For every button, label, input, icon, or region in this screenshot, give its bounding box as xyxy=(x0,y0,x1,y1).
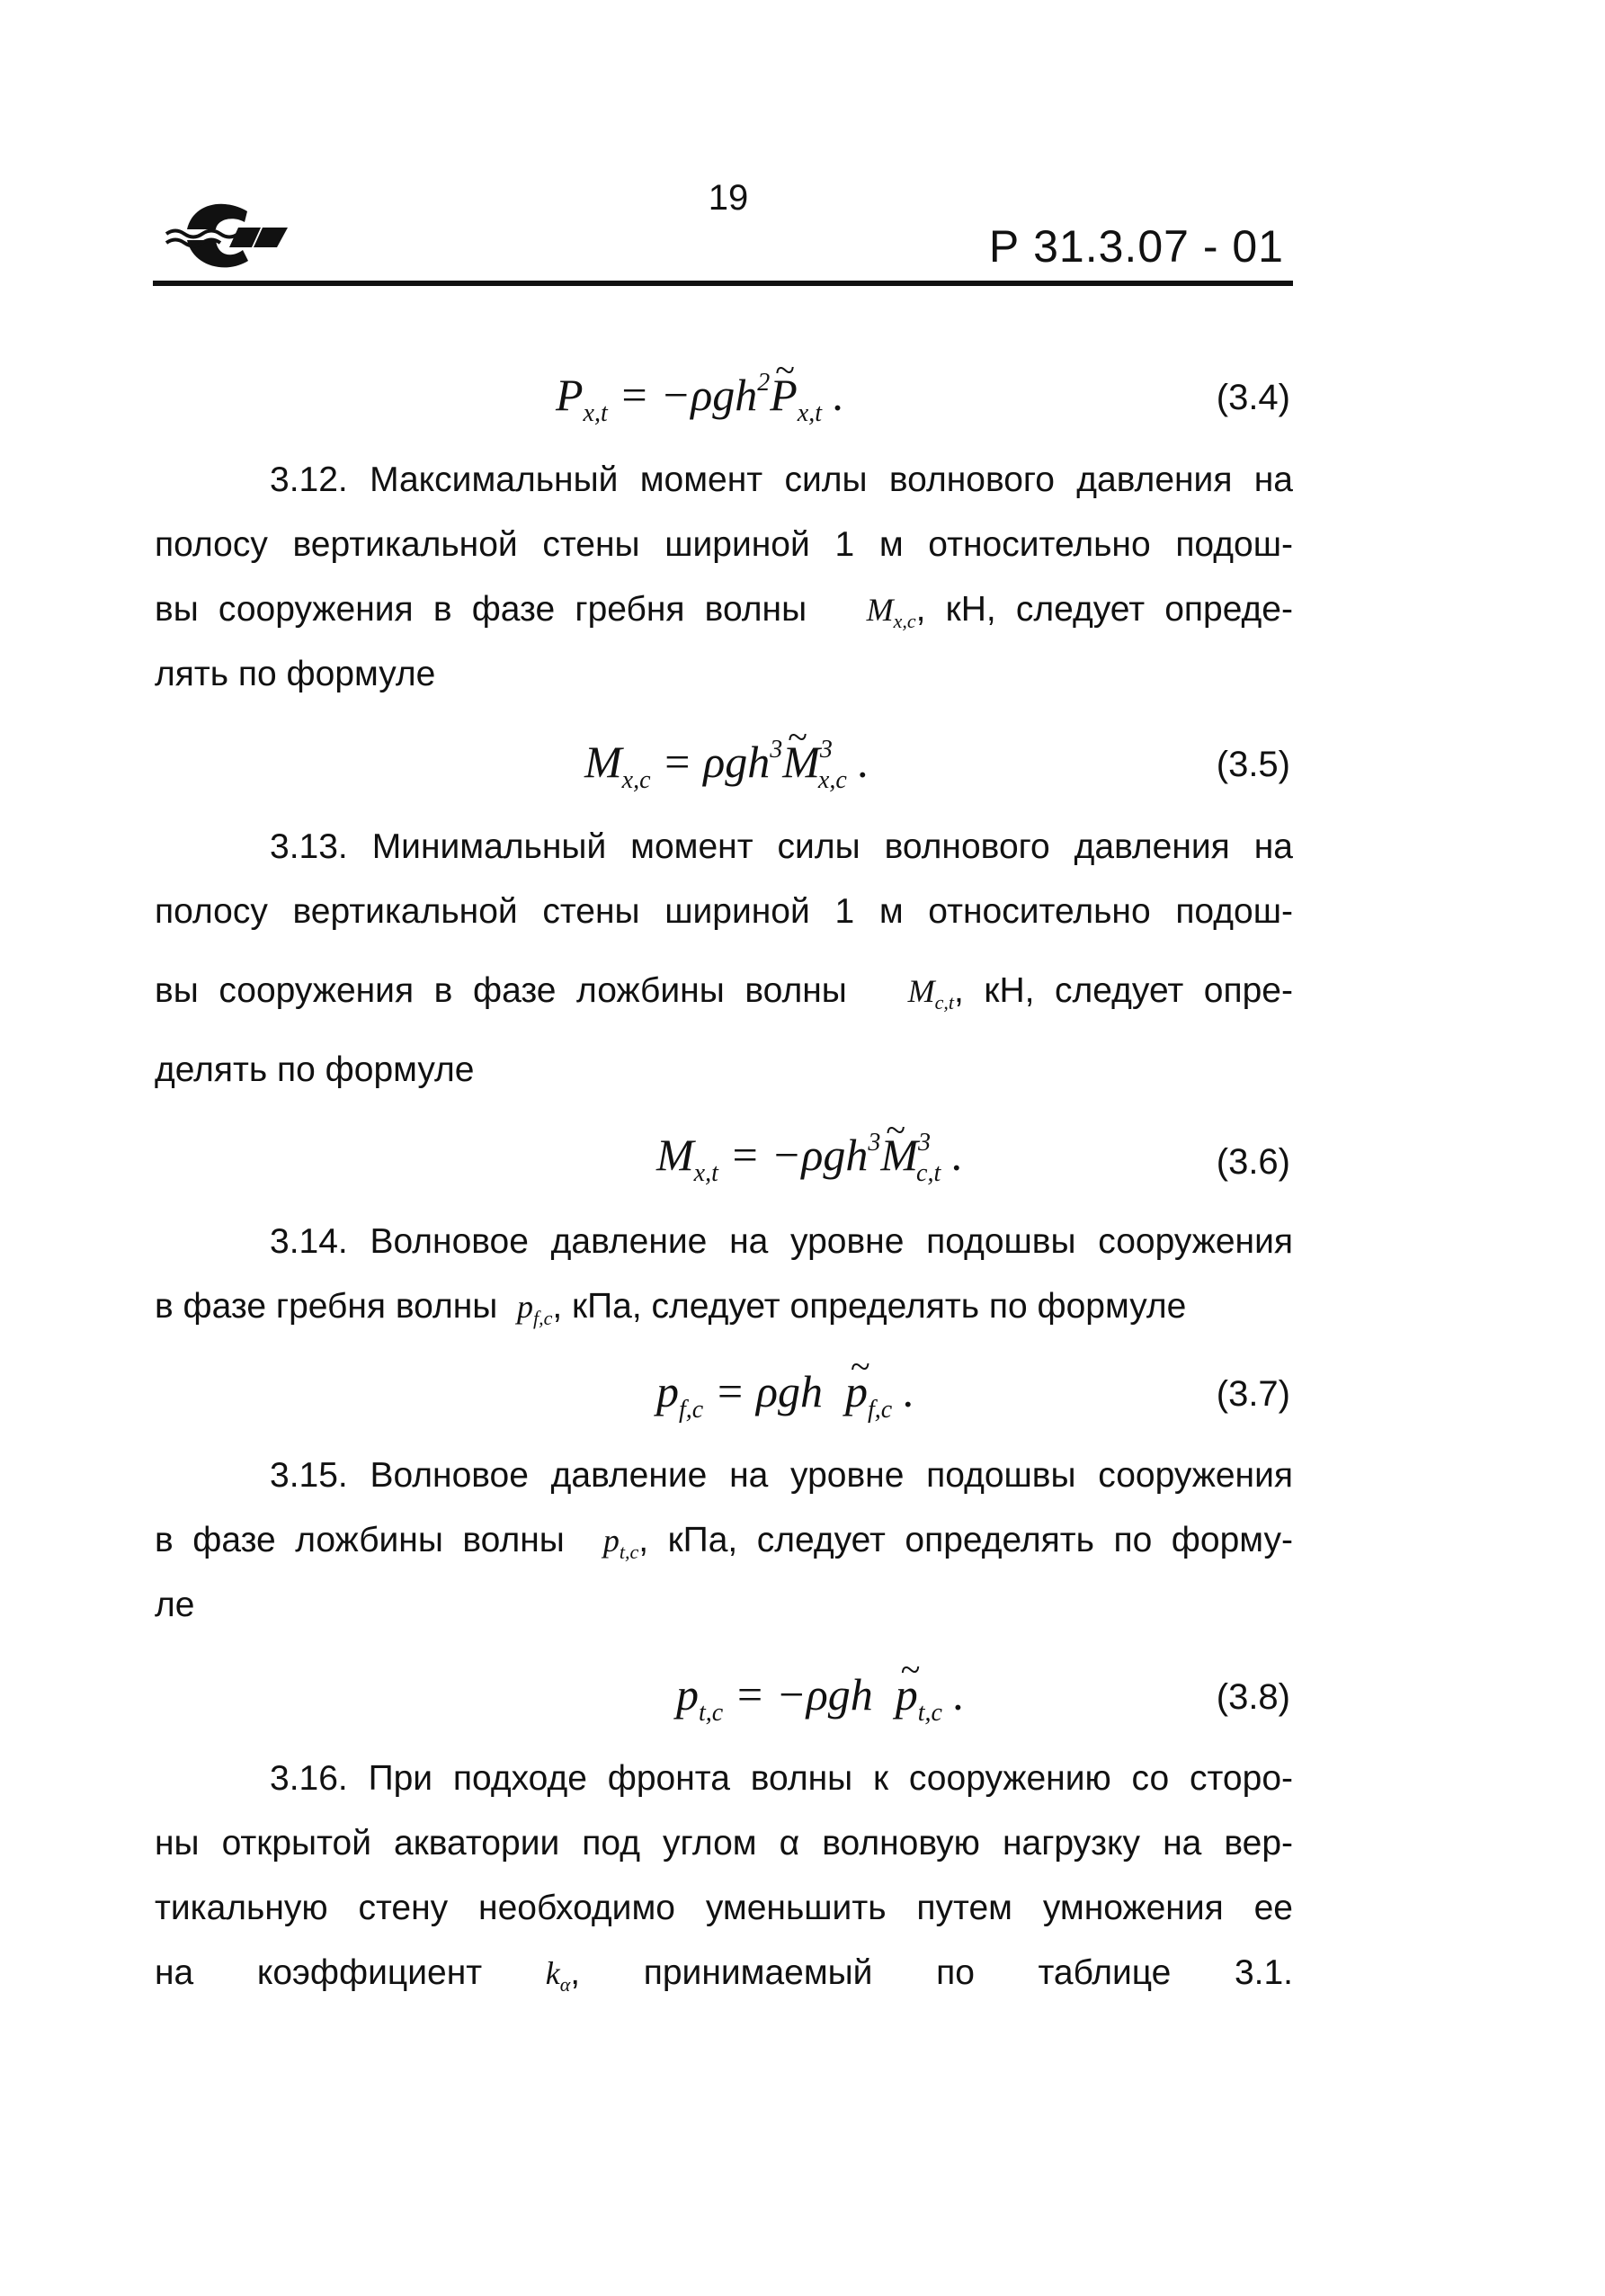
paragraph-3-12 xyxy=(155,448,1293,707)
text-line xyxy=(155,577,1293,642)
text-line: 3.15. Волновое давление на уровне подошвы сооружения xyxy=(270,1456,1293,1495)
inline-formula: $k_\alpha$ xyxy=(545,1955,571,1996)
text-fragment: вы сооружения в фазе гребня волны xyxy=(155,590,807,629)
text-line: полосу вертикальной стены шириной 1 м относительно подош- xyxy=(155,525,1293,564)
header-rule xyxy=(153,281,1293,286)
text-line xyxy=(155,1274,1293,1339)
text-line: 3.12. Максимальный момент силы волнового давления на xyxy=(270,460,1293,499)
page-number: 19 xyxy=(708,178,749,218)
text-line: 3.14. Волновое давление на уровне подошвы сооружения xyxy=(270,1222,1293,1261)
formula-3-6: $M_{x,t}$ = −ρgh$^3$~ $M^3_{c,t}$ . xyxy=(656,1129,963,1188)
paragraph-3-15 xyxy=(155,1443,1293,1638)
text-line: полосу вертикальной стены шириной 1 м относительно подош- xyxy=(155,892,1293,931)
text-fragment: в фазе ложбины волны xyxy=(155,1521,565,1559)
text-fragment: , кПа, следует определять по форму- xyxy=(638,1521,1293,1559)
text-line: 3.16. При подходе фронта волны к сооружению со сторо- xyxy=(270,1759,1293,1798)
formula-3-8: $p_{t,c} = -\rho gh$ ~ $p_{t,c}$ . xyxy=(676,1668,965,1728)
text-fragment: в фазе гребня волны xyxy=(155,1287,498,1326)
inline-formula: $M_{x,c}$ xyxy=(866,592,916,632)
formula-3-4: $P_{x,t}$ = −ρgh$^2$~ $P_{x,t}$ . xyxy=(556,369,844,428)
text-line: лять по формуле xyxy=(155,655,436,693)
equation-number: (3.5) xyxy=(1216,745,1290,784)
equation-number: (3.6) xyxy=(1216,1142,1290,1182)
paragraph-3-13 xyxy=(155,815,1293,1103)
text-fragment: , кН, следует опреде- xyxy=(915,590,1293,629)
equation-number: (3.7) xyxy=(1216,1374,1290,1414)
text-fragment: вы сооружения в фазе ложбины волны xyxy=(155,971,847,1010)
text-fragment: на коэффициент xyxy=(155,1953,483,1992)
formula-3-7: $p_{f,c} = \rho gh$ ~ $p_{f,c}$ . xyxy=(656,1365,914,1425)
equation-number: (3.4) xyxy=(1216,378,1290,417)
paragraph-3-16 xyxy=(155,1747,1293,2006)
organization-logo-icon xyxy=(162,193,297,279)
equation-number: (3.8) xyxy=(1216,1677,1290,1717)
inline-formula: $p_{f,c}$ xyxy=(516,1289,553,1329)
text-line xyxy=(155,1508,1293,1573)
inline-formula: $p_{t,c}$ xyxy=(602,1523,639,1563)
inline-formula: $M_{c,t}$ xyxy=(907,973,954,1014)
text-fragment: , принимаемый по таблице 3.1. xyxy=(570,1953,1294,1992)
text-fragment: , кН, следует опре- xyxy=(953,971,1293,1010)
text-line: 3.13. Минимальный момент силы волнового давления на xyxy=(270,827,1293,866)
paragraph-3-14 xyxy=(155,1210,1293,1339)
formula-3-5: $M_{x,c}$ = ρgh$^3$~ $M^3_{x,c}$ . xyxy=(584,736,869,795)
text-line: ле xyxy=(155,1586,195,1624)
text-line: ны открытой акватории под углом α волновую нагрузку на вер- xyxy=(155,1824,1293,1863)
text-line: тикальную стену необходимо уменьшить путем умножения ее xyxy=(155,1889,1293,1927)
document-code: Р 31.3.07 - 01 xyxy=(988,221,1284,272)
text-fragment: , кПа, следует определять по формуле xyxy=(552,1287,1187,1326)
text-line xyxy=(155,959,1293,1023)
text-line: делять по формуле xyxy=(155,1050,475,1089)
text-line xyxy=(155,1941,1293,2006)
